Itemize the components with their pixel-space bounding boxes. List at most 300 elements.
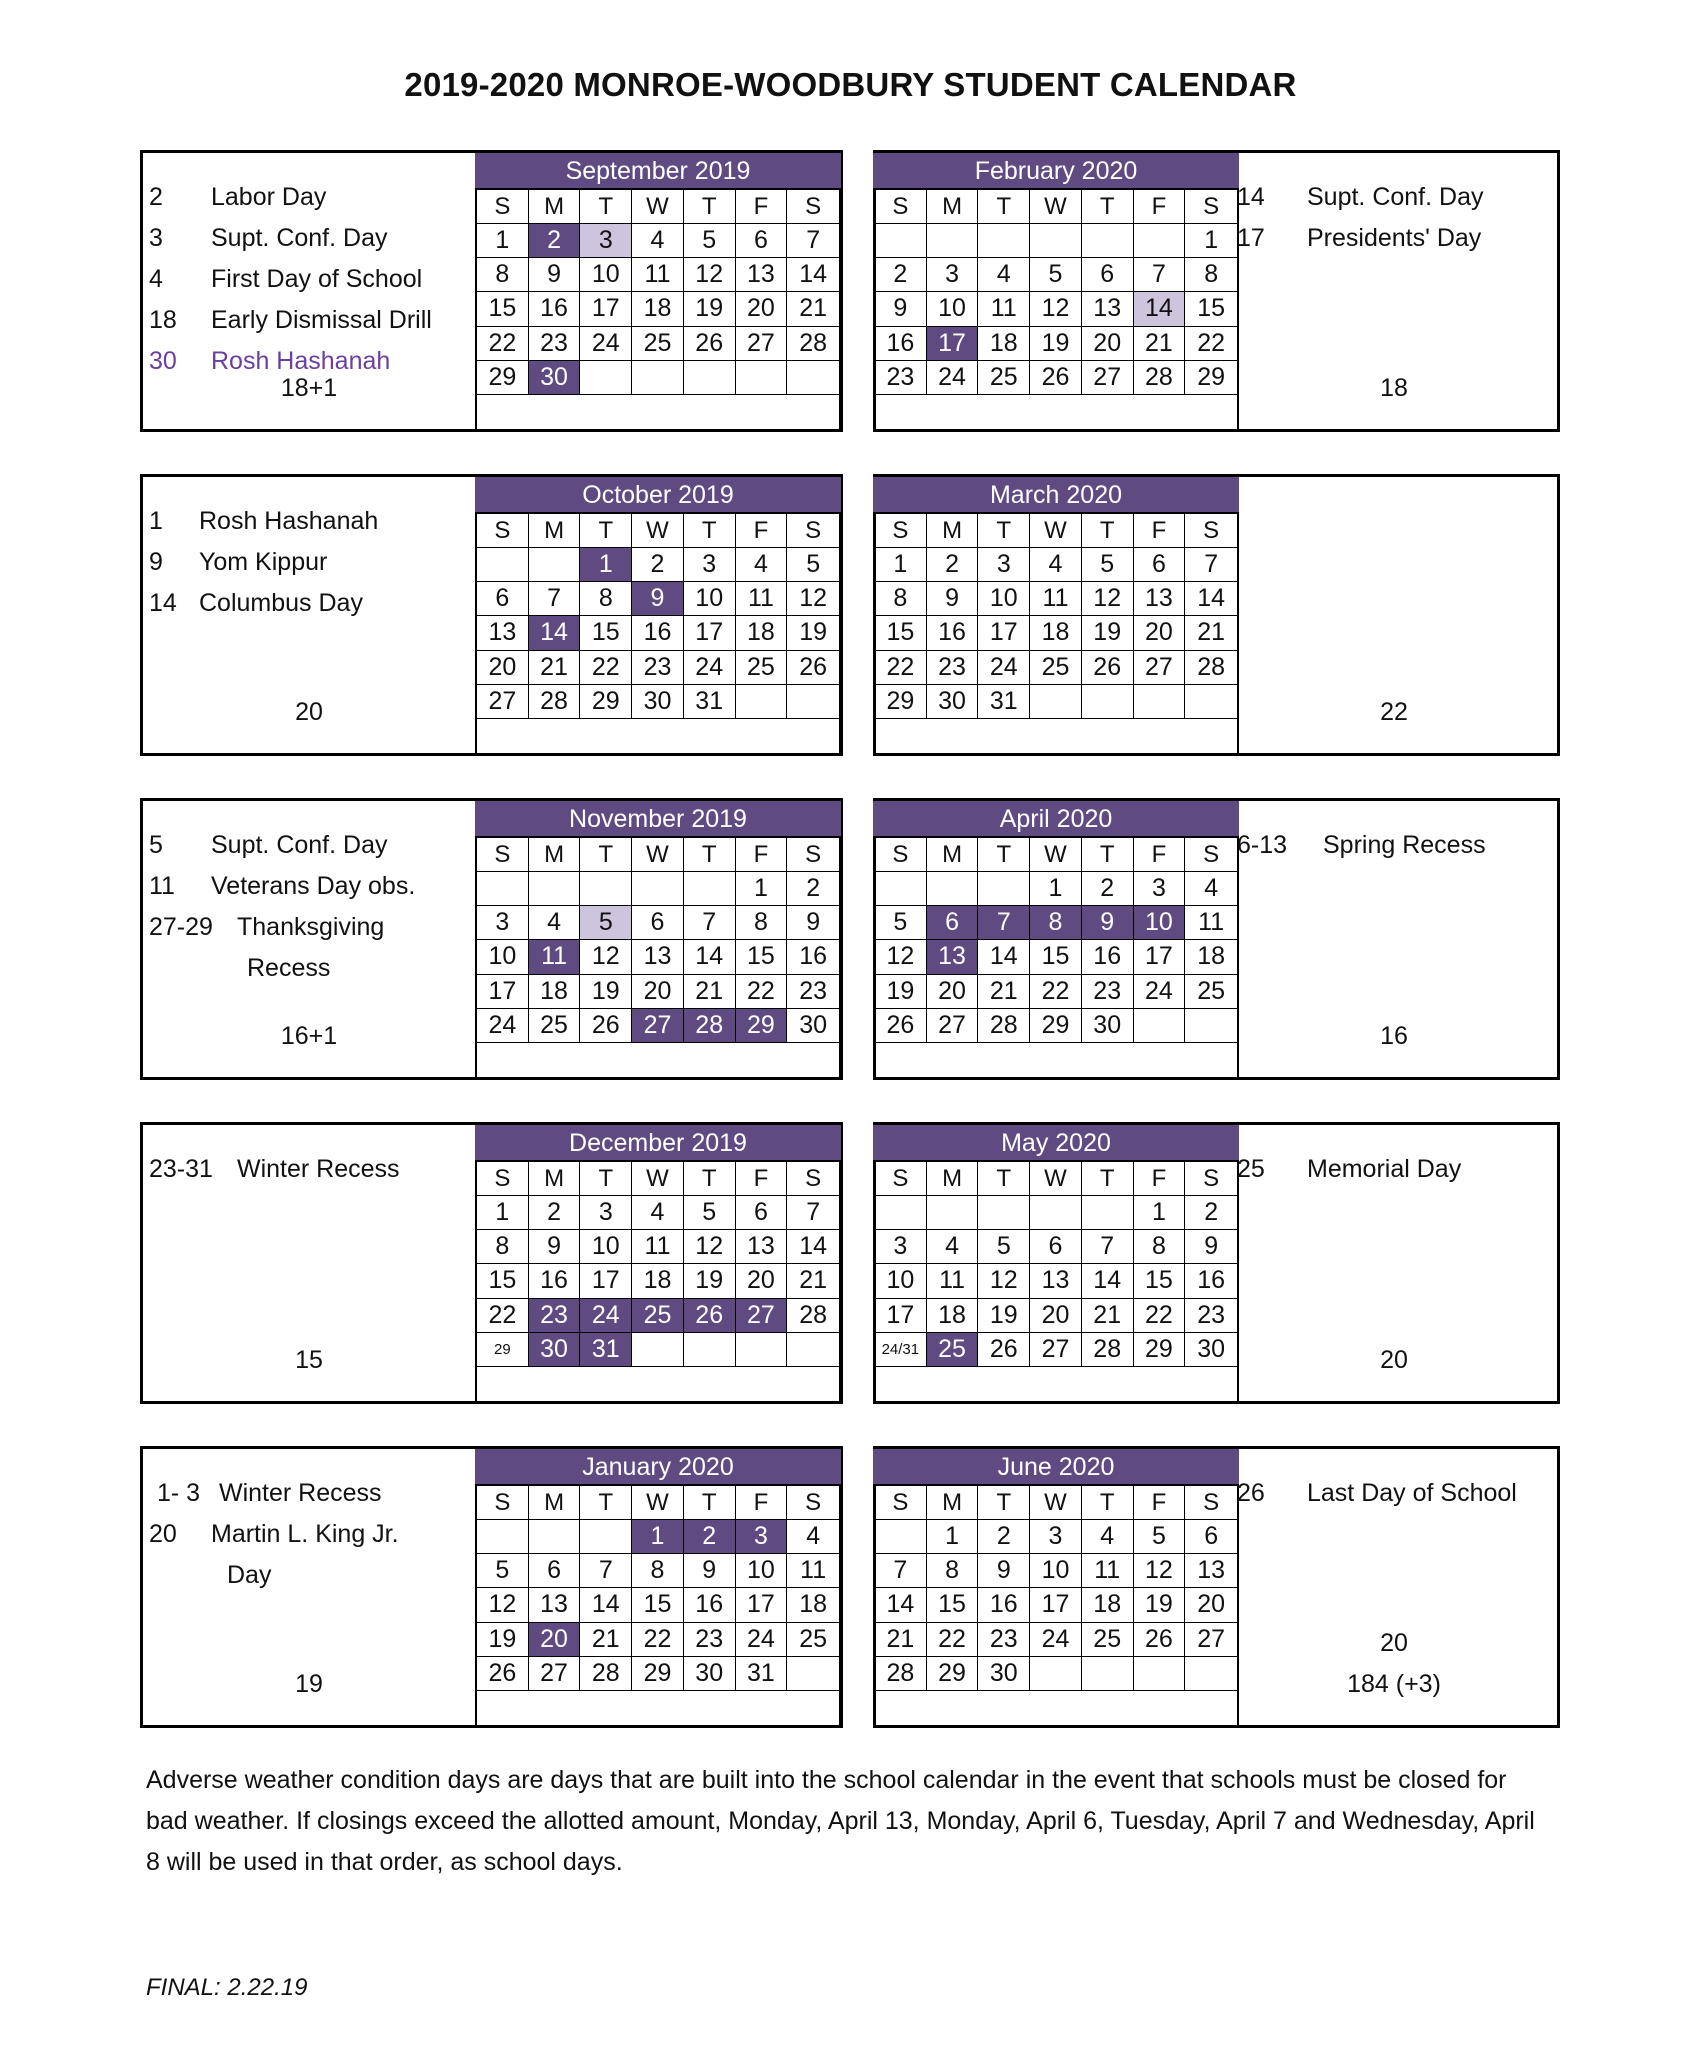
month-box: [140, 1122, 843, 1404]
day-cell: 18: [978, 327, 1030, 361]
day-cell: 9: [927, 582, 979, 616]
day-cell: 2: [529, 224, 581, 258]
day-cell: 14: [875, 1588, 927, 1622]
day-cell: 28: [1134, 361, 1186, 395]
day-cell: 22: [875, 651, 927, 685]
event-label: Supt. Conf. Day: [211, 224, 388, 252]
day-cell: [1030, 1196, 1082, 1230]
day-cell: 25: [927, 1333, 979, 1367]
day-cell: 15: [632, 1588, 684, 1622]
school-day-count: 16: [1380, 1022, 1408, 1050]
day-cell: 12: [684, 1230, 736, 1264]
month-header: March 2020: [873, 477, 1239, 514]
day-cell: 30: [1185, 1333, 1237, 1367]
day-cell: 18: [1082, 1588, 1134, 1622]
day-cell: 13: [736, 258, 788, 292]
day-cell: 10: [927, 292, 979, 326]
weekday-header: M: [927, 1162, 979, 1196]
day-cell: 17: [978, 616, 1030, 650]
day-cell: 23: [684, 1623, 736, 1657]
day-cell: 1: [736, 872, 788, 906]
day-cell: 4: [1185, 872, 1237, 906]
day-cell: 6: [927, 906, 979, 940]
month-header: January 2020: [475, 1449, 841, 1486]
weekday-header: W: [1030, 838, 1082, 872]
weekday-header: W: [1030, 1486, 1082, 1520]
day-cell: 18: [787, 1588, 839, 1622]
weekday-header: S: [1185, 190, 1237, 224]
weekday-header: S: [1185, 1486, 1237, 1520]
day-cell: 6: [1134, 548, 1186, 582]
event-item: [1237, 224, 1481, 253]
day-cell: 2: [1185, 1196, 1237, 1230]
day-cell: 26: [875, 1009, 927, 1043]
month-header: September 2019: [475, 153, 841, 190]
day-cell: 24: [1030, 1623, 1082, 1657]
day-cell: 12: [580, 940, 632, 974]
event-label: Memorial Day: [1307, 1155, 1462, 1183]
day-cell: 30: [632, 685, 684, 719]
day-cell: 25: [1082, 1623, 1134, 1657]
event-label: Thanksgiving: [237, 913, 385, 941]
day-cell: 30: [529, 361, 581, 395]
day-cell: 12: [1134, 1554, 1186, 1588]
event-date: 6-13: [1237, 831, 1288, 859]
day-cell: 25: [1185, 975, 1237, 1009]
day-cell: 11: [632, 1230, 684, 1264]
weekday-header: T: [1082, 1486, 1134, 1520]
day-cell: 31: [684, 685, 736, 719]
event-label: Presidents' Day: [1307, 224, 1482, 252]
day-cell: [927, 224, 979, 258]
day-cell: [1082, 1657, 1134, 1691]
day-cell: 17: [580, 1264, 632, 1298]
month-header: February 2020: [873, 153, 1239, 190]
weekday-header: F: [1134, 1162, 1186, 1196]
day-cell: 9: [632, 582, 684, 616]
day-cell: 20: [477, 651, 529, 685]
month-header: May 2020: [873, 1125, 1239, 1162]
day-cell: 10: [978, 582, 1030, 616]
event-label: Veterans Day obs.: [211, 872, 416, 900]
day-cell: 20: [927, 975, 979, 1009]
day-cell: 2: [927, 548, 979, 582]
day-cell: 18: [1185, 940, 1237, 974]
day-cell: 8: [477, 258, 529, 292]
day-cell: 7: [978, 906, 1030, 940]
day-cell: 30: [787, 1009, 839, 1043]
event-label: Spring Recess: [1323, 831, 1486, 859]
weekday-header: S: [1185, 514, 1237, 548]
day-cell: 3: [684, 548, 736, 582]
weekday-header: T: [684, 1486, 736, 1520]
weekday-header: F: [736, 838, 788, 872]
day-cell: 22: [1030, 975, 1082, 1009]
day-cell: 10: [580, 258, 632, 292]
day-cell: [978, 872, 1030, 906]
event-date: 1: [149, 507, 163, 535]
day-cell: 12: [978, 1264, 1030, 1298]
day-cell: 26: [1134, 1623, 1186, 1657]
day-cell: 22: [477, 1299, 529, 1333]
day-cell: 29: [927, 1657, 979, 1691]
day-cell: 28: [978, 1009, 1030, 1043]
month-box: [873, 1446, 1560, 1728]
calendar-row: [140, 1122, 1560, 1404]
day-cell: [580, 1520, 632, 1554]
day-cell: 19: [684, 292, 736, 326]
month-box: [873, 1122, 1560, 1404]
month-box: [140, 474, 843, 756]
school-day-count: 19: [295, 1670, 323, 1698]
day-cell: 22: [477, 327, 529, 361]
event-label: Winter Recess: [237, 1155, 400, 1183]
day-cell: 12: [875, 940, 927, 974]
day-cell: 13: [477, 616, 529, 650]
weekday-header: F: [736, 190, 788, 224]
event-item: [149, 589, 363, 618]
day-cell: 8: [477, 1230, 529, 1264]
month-box: [873, 150, 1560, 432]
day-cell: 31: [580, 1333, 632, 1367]
events-panel: [1231, 801, 1557, 1077]
event-date: 30: [149, 347, 177, 375]
day-cell: 18: [632, 1264, 684, 1298]
weekday-header: T: [580, 1486, 632, 1520]
day-cell: 24: [580, 1299, 632, 1333]
day-cell: 9: [529, 1230, 581, 1264]
day-cell: 26: [477, 1657, 529, 1691]
day-cell: 1: [1030, 872, 1082, 906]
day-cell: 23: [1082, 975, 1134, 1009]
weekday-header: S: [787, 1486, 839, 1520]
day-cell: 5: [875, 906, 927, 940]
day-cell: 29: [1134, 1333, 1186, 1367]
day-cell: 16: [1185, 1264, 1237, 1298]
event-item: [1237, 831, 1486, 860]
event-item: [149, 507, 378, 536]
day-cell: 19: [875, 975, 927, 1009]
day-cell: 11: [529, 940, 581, 974]
day-cell: 3: [927, 258, 979, 292]
day-cell: 29: [1030, 1009, 1082, 1043]
weekday-header: T: [684, 838, 736, 872]
day-cell: 26: [787, 651, 839, 685]
event-date: 1- 3: [157, 1479, 201, 1507]
day-cell: 24: [1134, 975, 1186, 1009]
event-label: First Day of School: [211, 265, 423, 293]
day-cell: 22: [927, 1623, 979, 1657]
day-cell: [529, 872, 581, 906]
weekday-header: T: [1082, 1162, 1134, 1196]
event-date: 18: [149, 306, 177, 334]
day-cell: 13: [1082, 292, 1134, 326]
day-cell: 12: [787, 582, 839, 616]
day-cell: [1134, 224, 1186, 258]
weekday-header: S: [477, 1486, 529, 1520]
events-panel: [143, 1125, 475, 1401]
day-cell: 9: [684, 1554, 736, 1588]
day-cell: 5: [1082, 548, 1134, 582]
day-cell: [477, 548, 529, 582]
day-cell: 30: [1082, 1009, 1134, 1043]
month-grid: [475, 1449, 841, 1725]
day-cell: 22: [736, 975, 788, 1009]
month-grid: [475, 477, 841, 753]
day-cell: 20: [736, 1264, 788, 1298]
day-cell: 8: [1185, 258, 1237, 292]
day-cell: 27: [1082, 361, 1134, 395]
event-label: Martin L. King Jr.: [211, 1520, 399, 1548]
day-cell: 3: [1134, 872, 1186, 906]
day-cell: 21: [1185, 616, 1237, 650]
day-cell: 8: [875, 582, 927, 616]
day-cell: 1: [477, 224, 529, 258]
day-cell: [787, 1333, 839, 1367]
weekday-header: T: [580, 838, 632, 872]
weekday-header: F: [1134, 514, 1186, 548]
event-label: Columbus Day: [199, 589, 363, 617]
event-item: [149, 183, 326, 212]
event-item: [157, 1479, 382, 1508]
day-cell: 6: [736, 224, 788, 258]
day-cell: 23: [1185, 1299, 1237, 1333]
school-day-count: 15: [295, 1346, 323, 1374]
day-cell: 3: [736, 1520, 788, 1554]
day-cell: 17: [1030, 1588, 1082, 1622]
school-day-count: 18: [1380, 374, 1408, 402]
day-cell: 7: [787, 224, 839, 258]
day-cell: 11: [927, 1264, 979, 1298]
weekday-header: W: [1030, 514, 1082, 548]
event-item: [149, 1561, 271, 1590]
day-cell: 13: [529, 1588, 581, 1622]
event-item: [149, 872, 415, 901]
day-cell: [1030, 1657, 1082, 1691]
day-cell: 23: [632, 651, 684, 685]
day-cell: 6: [1082, 258, 1134, 292]
day-cell: 27: [927, 1009, 979, 1043]
day-cell: 11: [632, 258, 684, 292]
day-cell: [787, 1657, 839, 1691]
event-date: 25: [1237, 1155, 1265, 1183]
day-cell: 6: [477, 582, 529, 616]
event-item: [1237, 1479, 1517, 1508]
day-cell: 14: [787, 258, 839, 292]
weekday-header: T: [1082, 838, 1134, 872]
day-cell: 27: [1030, 1333, 1082, 1367]
day-cell: 26: [580, 1009, 632, 1043]
day-cell: 10: [875, 1264, 927, 1298]
day-cell: 3: [477, 906, 529, 940]
events-panel: [1231, 1449, 1557, 1725]
day-cell: [580, 872, 632, 906]
day-cell: 7: [1082, 1230, 1134, 1264]
day-cell: 18: [736, 616, 788, 650]
weekday-header: S: [875, 514, 927, 548]
day-cell: 16: [787, 940, 839, 974]
events-panel: [1231, 153, 1557, 429]
events-panel: [143, 1449, 475, 1725]
day-cell: 29: [632, 1657, 684, 1691]
day-cell: 28: [580, 1657, 632, 1691]
day-cell: 4: [1082, 1520, 1134, 1554]
day-cell: 20: [1134, 616, 1186, 650]
day-cell: 2: [875, 258, 927, 292]
day-cell: 25: [529, 1009, 581, 1043]
day-cell: 7: [529, 582, 581, 616]
events-panel: [1231, 477, 1557, 753]
day-cell: [875, 1196, 927, 1230]
event-item: [149, 347, 390, 376]
day-cell: 30: [927, 685, 979, 719]
event-item: [149, 548, 327, 577]
event-label: Recess: [247, 954, 331, 982]
day-cell: 15: [1030, 940, 1082, 974]
weekday-header: T: [580, 514, 632, 548]
day-cell: [684, 1333, 736, 1367]
day-cell: 13: [927, 940, 979, 974]
day-cell: 9: [1185, 1230, 1237, 1264]
weekday-header: S: [787, 838, 839, 872]
day-cell: 22: [1185, 327, 1237, 361]
day-cell: 29: [580, 685, 632, 719]
day-cell: [632, 1333, 684, 1367]
day-cell: 3: [1030, 1520, 1082, 1554]
month-grid: [475, 801, 841, 1077]
day-cell: 12: [477, 1588, 529, 1622]
day-cell: 17: [1134, 940, 1186, 974]
weekday-header: W: [632, 190, 684, 224]
event-label: Day: [227, 1561, 272, 1589]
day-cell: [927, 872, 979, 906]
month-grid: [873, 1449, 1239, 1725]
day-cell: 14: [978, 940, 1030, 974]
day-cell: 5: [1134, 1520, 1186, 1554]
day-cell: 23: [529, 327, 581, 361]
day-cell: 27: [736, 327, 788, 361]
day-cell: 29: [736, 1009, 788, 1043]
day-cell: 20: [632, 975, 684, 1009]
day-cell: 17: [736, 1588, 788, 1622]
event-label: Winter Recess: [219, 1479, 382, 1507]
day-cell: 14: [580, 1588, 632, 1622]
day-cell: 23: [787, 975, 839, 1009]
school-day-count: 18+1: [280, 374, 338, 402]
day-cell: 24/31: [875, 1333, 927, 1367]
calendar-row: [140, 474, 1560, 756]
day-cell: 7: [580, 1554, 632, 1588]
day-cell: 4: [529, 906, 581, 940]
day-cell: [632, 872, 684, 906]
day-cell: [978, 224, 1030, 258]
day-cell: 28: [529, 685, 581, 719]
month-grid: [475, 1125, 841, 1401]
day-cell: 16: [684, 1588, 736, 1622]
day-cell: 7: [875, 1554, 927, 1588]
day-cell: [684, 361, 736, 395]
day-cell: 22: [1134, 1299, 1186, 1333]
day-cell: [529, 1520, 581, 1554]
day-cell: 11: [736, 582, 788, 616]
day-cell: 17: [875, 1299, 927, 1333]
day-cell: 15: [736, 940, 788, 974]
month-header: November 2019: [475, 801, 841, 838]
event-label: Early Dismissal Drill: [211, 306, 432, 334]
day-cell: 14: [684, 940, 736, 974]
day-cell: 15: [875, 616, 927, 650]
school-day-count: 20: [295, 698, 323, 726]
month-grid: [873, 1125, 1239, 1401]
event-date: 5: [149, 831, 163, 859]
weekday-header: W: [632, 1162, 684, 1196]
events-panel: [1231, 1125, 1557, 1401]
day-cell: 27: [1134, 651, 1186, 685]
day-cell: [875, 224, 927, 258]
day-cell: [736, 685, 788, 719]
day-cell: 18: [632, 292, 684, 326]
year-total: 184 (+3): [1347, 1670, 1441, 1698]
school-day-count: 16+1: [280, 1022, 338, 1050]
day-cell: [1030, 224, 1082, 258]
day-cell: 3: [875, 1230, 927, 1264]
day-cell: 24: [477, 1009, 529, 1043]
day-cell: 10: [580, 1230, 632, 1264]
event-date: 4: [149, 265, 163, 293]
event-date: 9: [149, 548, 163, 576]
day-cell: 29: [477, 361, 529, 395]
day-cell: 14: [787, 1230, 839, 1264]
event-date: 14: [1237, 183, 1265, 211]
day-cell: 18: [1030, 616, 1082, 650]
weather-note: Adverse weather condition days are days that are built into the school calendar in the event that schools must be closed for bad weather. If closings exceed the allotted amount, Monday, April 13, Monday, April 6, Tuesday, April 7 and Wednesday, April 8 will be used in that order, as school days.: [146, 1766, 1535, 1876]
weekday-header: T: [580, 1162, 632, 1196]
month-grid: [873, 153, 1239, 429]
day-cell: [1082, 1196, 1134, 1230]
day-cell: 8: [580, 582, 632, 616]
day-cell: 9: [529, 258, 581, 292]
day-cell: 25: [632, 327, 684, 361]
event-date: 11: [149, 872, 175, 900]
day-cell: [1082, 685, 1134, 719]
day-cell: 26: [684, 1299, 736, 1333]
day-cell: [978, 1196, 1030, 1230]
day-cell: 13: [632, 940, 684, 974]
day-cell: 14: [1082, 1264, 1134, 1298]
day-cell: 2: [684, 1520, 736, 1554]
month-grid: [873, 801, 1239, 1077]
day-cell: 26: [1030, 361, 1082, 395]
day-cell: [736, 1333, 788, 1367]
event-item: [149, 1520, 399, 1549]
day-cell: 15: [580, 616, 632, 650]
day-cell: 7: [1185, 548, 1237, 582]
day-cell: 20: [529, 1623, 581, 1657]
weekday-header: M: [529, 1486, 581, 1520]
month-header: June 2020: [873, 1449, 1239, 1486]
weekday-header: S: [477, 838, 529, 872]
day-cell: 16: [875, 327, 927, 361]
day-cell: [580, 361, 632, 395]
day-cell: 24: [684, 651, 736, 685]
weekday-header: F: [1134, 838, 1186, 872]
weekday-header: S: [875, 838, 927, 872]
day-cell: 31: [978, 685, 1030, 719]
day-cell: 26: [684, 327, 736, 361]
day-cell: [1082, 224, 1134, 258]
day-cell: 6: [736, 1196, 788, 1230]
event-label: Labor Day: [211, 183, 327, 211]
